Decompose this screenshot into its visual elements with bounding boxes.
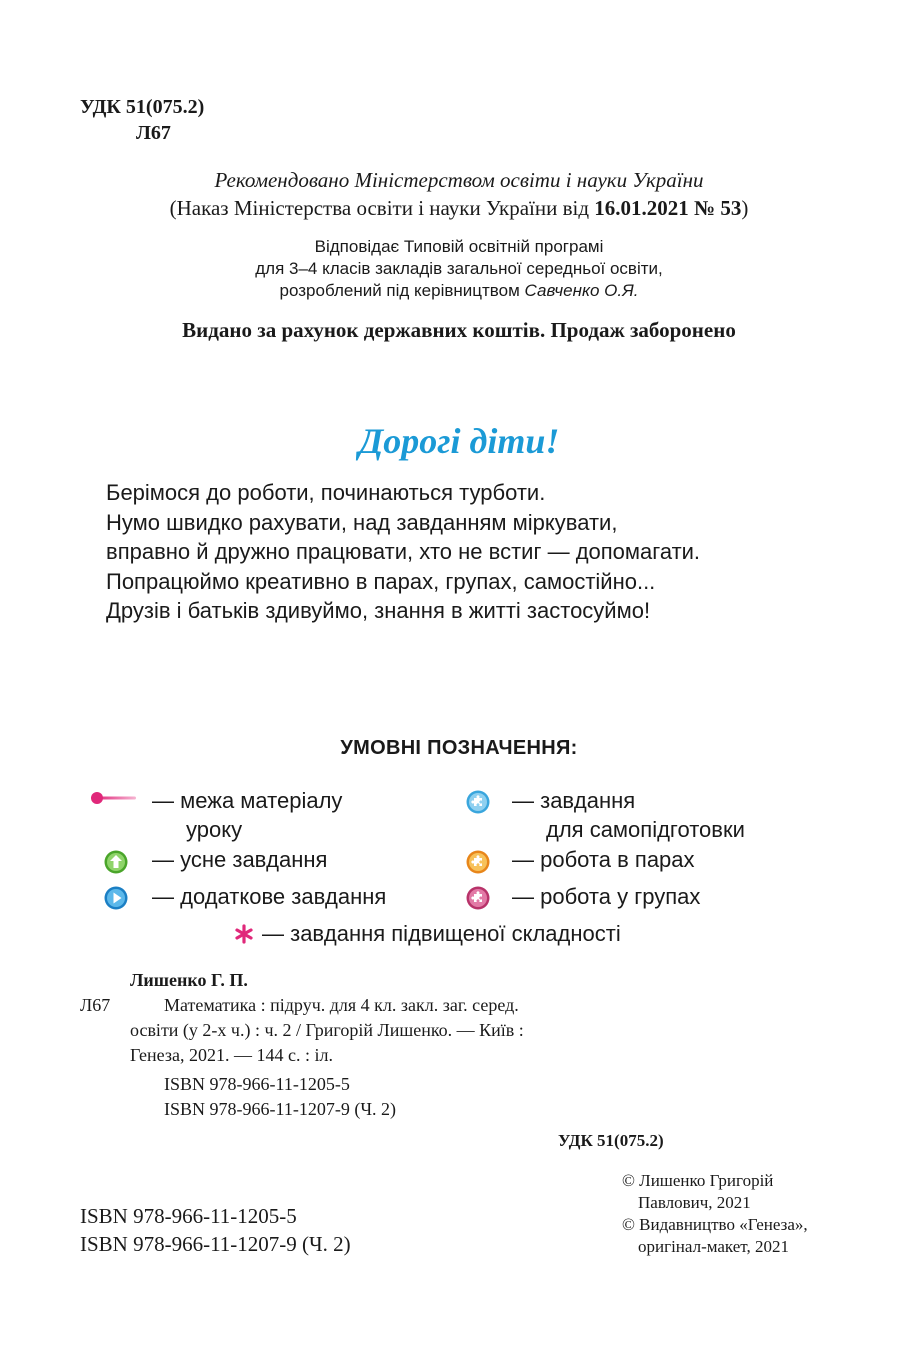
program-line3-prefix: розроблений під керівництвом bbox=[279, 281, 525, 300]
poem-line: Друзів і батьків здивуймо, знання в житті застосуймо! bbox=[106, 598, 651, 623]
poem-line: Нумо швидко рахувати, над завданням міркувати, bbox=[106, 509, 618, 535]
udk-block bbox=[80, 94, 204, 146]
footer-isbn bbox=[80, 1202, 351, 1258]
order-number: 16.01.2021 № 53 bbox=[594, 196, 742, 220]
orange-puzzle-icon bbox=[466, 850, 490, 874]
bibliography-isbn1: ISBN 978-966-11-1205-5 bbox=[164, 1074, 350, 1094]
copyright-block bbox=[622, 1170, 808, 1258]
copyright-publisher-line1: © Видавництво «Генеза», bbox=[622, 1215, 808, 1234]
program-author: Савченко О.Я. bbox=[524, 281, 639, 300]
bibliography-line2: освіти (у 2-х ч.) : ч. 2 / Григорій Лишенко. — Київ : bbox=[130, 1020, 524, 1040]
program-line3 bbox=[0, 280, 918, 302]
bibliography-line3: Генеза, 2021. — 144 с. : іл. bbox=[130, 1045, 333, 1065]
poem-line: Берімося до роботи, починаються турботи. bbox=[106, 480, 546, 505]
recommendation-line2 bbox=[0, 194, 918, 222]
recommendation-line1: Рекомендовано Міністерством освіти і науки України bbox=[214, 168, 704, 192]
udk-code-top: Л67 bbox=[136, 122, 171, 144]
legend-label-cont: уроку bbox=[186, 817, 243, 842]
greeting-title: Дорогі діти! bbox=[358, 421, 560, 461]
program-line2: для 3–4 класів закладів загальної середньої освіти, bbox=[255, 259, 663, 278]
legend-self-study bbox=[512, 786, 745, 844]
copyright-author-line1: © Лишенко Григорій bbox=[622, 1171, 774, 1190]
legend-title: УМОВНІ ПОЗНАЧЕННЯ: bbox=[340, 737, 578, 759]
legend-extra-task: — додаткове завдання bbox=[152, 884, 387, 909]
legend-lesson-boundary bbox=[152, 786, 342, 844]
copyright-author-line2: Павлович, 2021 bbox=[638, 1193, 751, 1212]
legend-label-cont: для самопідготовки bbox=[546, 817, 745, 842]
blue-puzzle-icon bbox=[466, 790, 490, 814]
legend-advanced-task: — завдання підвищеної складності bbox=[262, 921, 621, 946]
order-suffix: ) bbox=[741, 196, 749, 220]
green-arrow-up-icon bbox=[104, 850, 128, 874]
bibliography-author bbox=[130, 968, 248, 993]
recommendation bbox=[0, 166, 918, 222]
footer-isbn1: ISBN 978-966-11-1205-5 bbox=[80, 1204, 297, 1228]
pink-line-marker-icon bbox=[90, 791, 136, 805]
pink-puzzle-icon bbox=[466, 886, 490, 910]
poem-line: Попрацюймо креативно в парах, групах, самостійно... bbox=[106, 568, 656, 594]
legend-group-work: — робота у групах bbox=[512, 884, 701, 909]
udk-top: УДК 51(075.2) bbox=[80, 96, 205, 118]
order-prefix: (Наказ Міністерства освіти і науки України від bbox=[169, 196, 595, 220]
pink-asterisk-icon bbox=[234, 924, 254, 944]
legend-label: — межа матеріалу bbox=[152, 788, 343, 813]
program-conformity bbox=[0, 236, 918, 302]
bibliography-isbn2: ISBN 978-966-11-1207-9 (Ч. 2) bbox=[164, 1099, 397, 1119]
copyright-publisher-line2: оригінал-макет, 2021 bbox=[638, 1237, 789, 1256]
program-line1: Відповідає Типовій освітній програмі bbox=[314, 237, 604, 256]
author-name: Лишенко Г. П. bbox=[130, 970, 248, 990]
bibliography-code: Л67 bbox=[80, 995, 111, 1015]
blue-play-icon bbox=[104, 886, 128, 910]
greeting-poem bbox=[106, 478, 700, 626]
footer-isbn2: ISBN 978-966-11-1207-9 (Ч. 2) bbox=[80, 1232, 351, 1256]
legend-oral-task: — усне завдання bbox=[152, 847, 328, 872]
bibliography-udk: УДК 51(075.2) bbox=[558, 1131, 664, 1150]
bibliography-line1: Математика : підруч. для 4 кл. закл. заг. серед. bbox=[164, 995, 519, 1015]
legend-pair-work: — робота в парах bbox=[512, 847, 695, 872]
poem-line: вправно й дружно працювати, хто не встиг — допомагати. bbox=[106, 539, 701, 564]
legend-label: — завдання bbox=[512, 788, 636, 813]
funded-notice: Видано за рахунок державних коштів. Продаж заборонено bbox=[182, 318, 736, 342]
